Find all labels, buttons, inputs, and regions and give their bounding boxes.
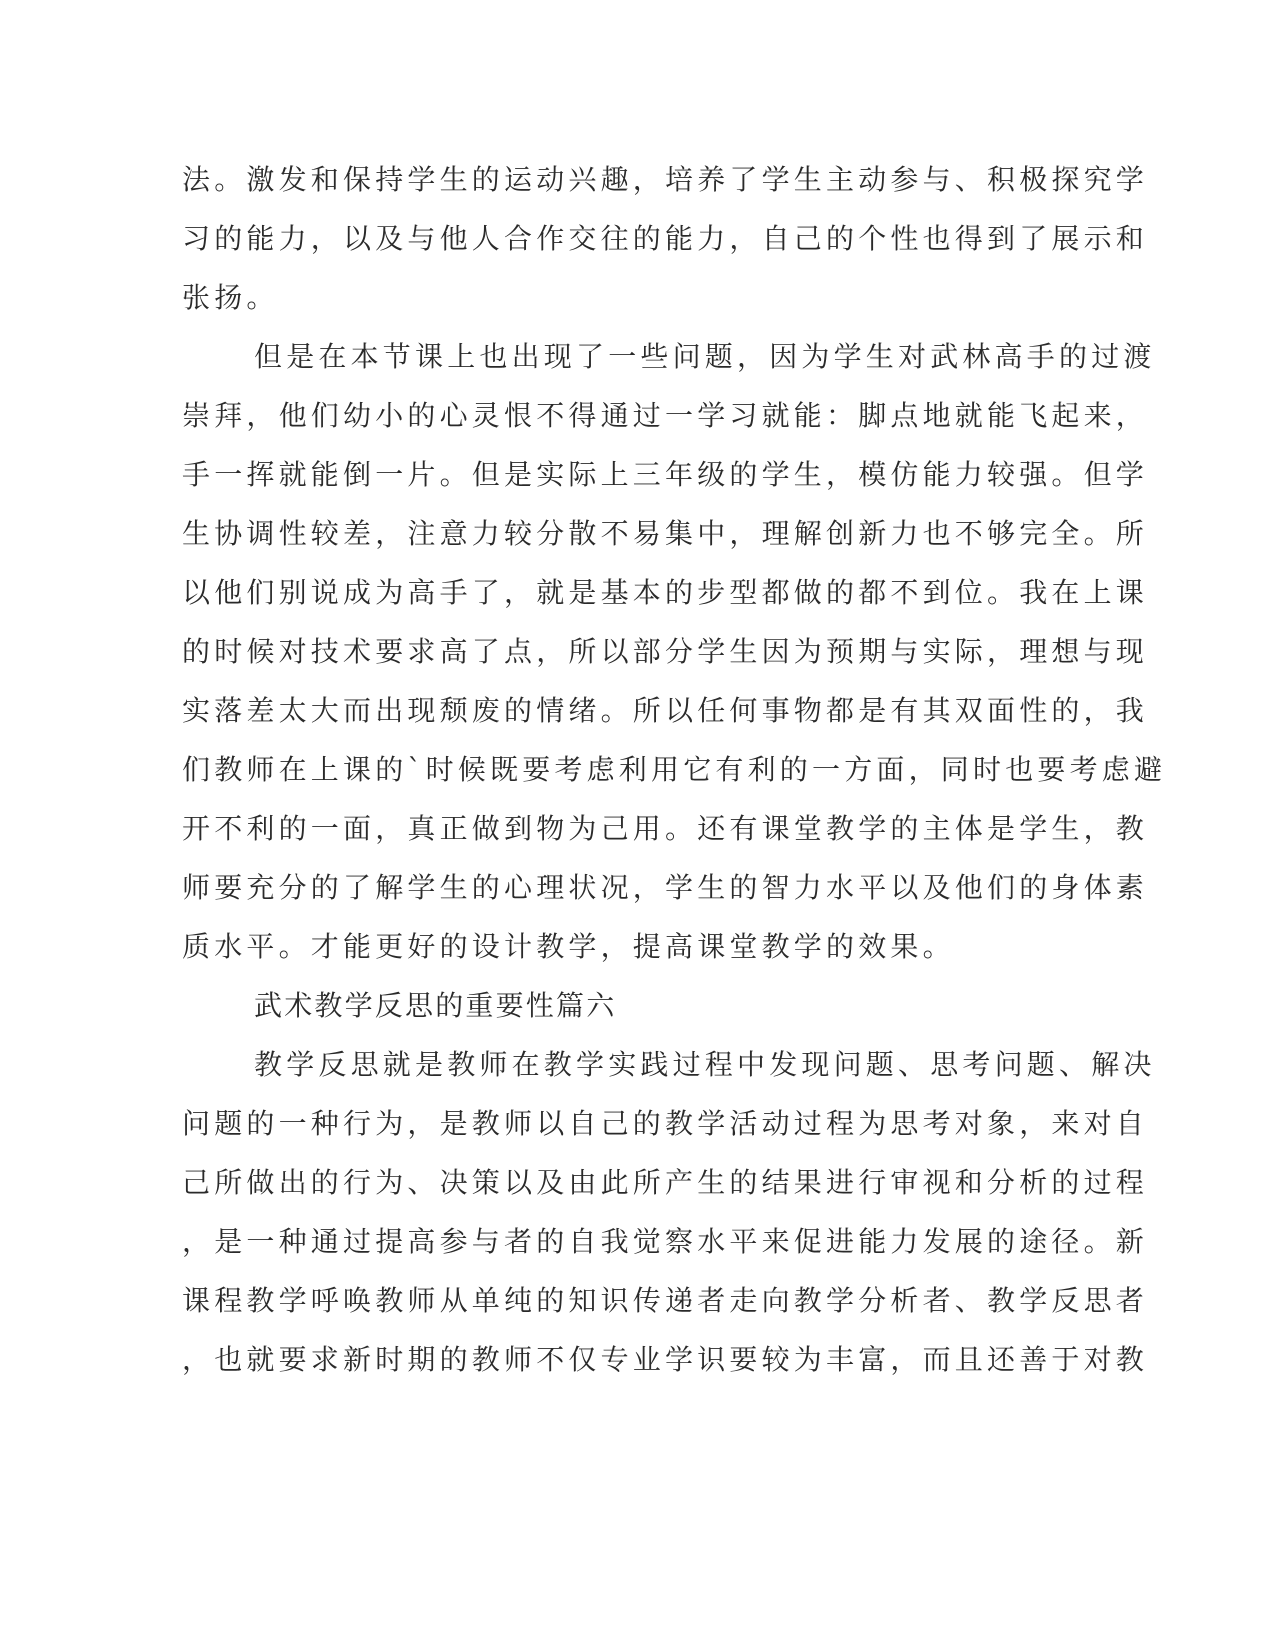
paragraph-line-3: 张扬。 bbox=[182, 281, 279, 314]
paragraph-line-9: 的时候对技术要求高了点，所以部分学生因为预期与实际，理想与现 bbox=[182, 635, 1149, 668]
paragraph-line-13: 师要充分的了解学生的心理状况，学生的智力水平以及他们的身体素 bbox=[182, 871, 1149, 904]
section-heading: 武术教学反思的重要性篇六 bbox=[254, 989, 617, 1022]
paragraph-line-11: 们教师在上课的`时候既要考虑利用它有利的一方面，同时也要考虑避 bbox=[182, 753, 1167, 786]
paragraph-line-4: 但是在本节课上也出现了一些问题，因为学生对武林高手的过渡 bbox=[254, 340, 1156, 373]
paragraph-line-16: 问题的一种行为，是教师以自己的教学活动过程为思考对象，来对自 bbox=[182, 1107, 1149, 1140]
paragraph-line-6: 手一挥就能倒一片。但是实际上三年级的学生，模仿能力较强。但学 bbox=[182, 458, 1149, 491]
paragraph-line-5: 崇拜，他们幼小的心灵恨不得通过一学习就能：脚点地就能飞起来， bbox=[182, 399, 1149, 432]
paragraph-line-12: 开不利的一面，真正做到物为己用。还有课堂教学的主体是学生，教 bbox=[182, 812, 1149, 845]
paragraph-line-18: ，是一种通过提高参与者的自我觉察水平来促进能力发展的途径。新 bbox=[182, 1225, 1149, 1258]
paragraph-line-8: 以他们别说成为高手了，就是基本的步型都做的都不到位。我在上课 bbox=[182, 576, 1149, 609]
paragraph-line-2: 习的能力，以及与他人合作交往的能力，自己的个性也得到了展示和 bbox=[182, 222, 1149, 255]
paragraph-line-15: 教学反思就是教师在教学实践过程中发现问题、思考问题、解决 bbox=[254, 1048, 1156, 1081]
paragraph-line-20: ，也就要求新时期的教师不仅专业学识要较为丰富，而且还善于对教 bbox=[182, 1343, 1149, 1376]
paragraph-line-14: 质水平。才能更好的设计教学，提高课堂教学的效果。 bbox=[182, 930, 955, 963]
paragraph-line-19: 课程教学呼唤教师从单纯的知识传递者走向教学分析者、教学反思者 bbox=[182, 1284, 1149, 1317]
paragraph-line-7: 生协调性较差，注意力较分散不易集中，理解创新力也不够完全。所 bbox=[182, 517, 1149, 550]
paragraph-line-1: 法。激发和保持学生的运动兴趣，培养了学生主动参与、积极探究学 bbox=[182, 163, 1149, 196]
paragraph-line-10: 实落差太大而出现颓废的情绪。所以任何事物都是有其双面性的，我 bbox=[182, 694, 1149, 727]
paragraph-line-17: 己所做出的行为、决策以及由此所产生的结果进行审视和分析的过程 bbox=[182, 1166, 1149, 1199]
